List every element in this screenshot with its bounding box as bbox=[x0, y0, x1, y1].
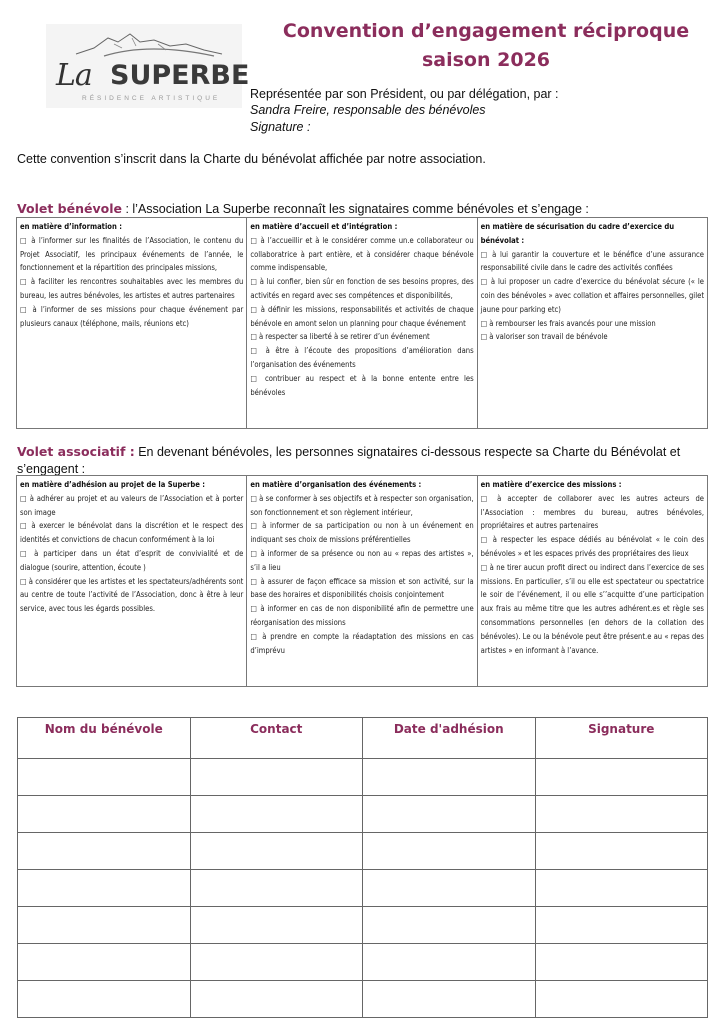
cell-date[interactable] bbox=[363, 981, 536, 1018]
checkbox-icon[interactable]: □ bbox=[20, 277, 31, 287]
engagement-column bbox=[477, 218, 707, 429]
cell-contact[interactable] bbox=[190, 796, 363, 833]
commitment-item bbox=[481, 330, 704, 344]
commitment-text: à exercer le bénévolat dans la discrétion et le respect des identités et convictions de chacun conformément à la loi bbox=[20, 521, 244, 545]
cell-signature[interactable] bbox=[535, 833, 708, 870]
commitment-text: à l’informer de ses missions pour chaque événement par plusieurs canaux (téléphone, mails, réunions etc) bbox=[20, 304, 244, 328]
commitment-text: à participer dans un état d’esprit de convivialité et de dialogue (sourire, attention, écoute ) bbox=[20, 548, 244, 572]
column-heading: en matière d’adhésion au projet de la Superbe : bbox=[20, 480, 206, 489]
commitment-item bbox=[20, 275, 243, 303]
engagement-column bbox=[247, 476, 477, 687]
column-heading: en matière d’information : bbox=[20, 222, 122, 231]
volet-benevole-label: Volet bénévole bbox=[17, 201, 122, 216]
checkbox-icon[interactable]: □ bbox=[20, 521, 32, 531]
commitment-text: à valoriser son travail de bénévole bbox=[489, 332, 608, 342]
represented-by-text: Représentée par son Président, ou par délégation, par : bbox=[250, 87, 559, 101]
mountain-icon bbox=[74, 30, 224, 60]
commitment-text: à être à l’écoute des propositions d’amélioration dans l’organisation des événements bbox=[250, 346, 474, 369]
commitment-text: à informer de sa participation ou non à un événement en indiquant ses choix de missions préférentielles bbox=[250, 521, 474, 545]
commitment-item bbox=[250, 519, 473, 547]
checkbox-icon[interactable]: □ bbox=[250, 346, 266, 356]
commitment-text: à prendre en compte la réadaptation des missions en cas d’imprévu bbox=[250, 631, 474, 655]
checkbox-icon[interactable]: □ bbox=[480, 562, 490, 572]
association-logo bbox=[46, 24, 250, 108]
commitment-item bbox=[250, 372, 473, 400]
column-header-signature: Signature bbox=[535, 718, 708, 759]
commitment-item bbox=[481, 533, 704, 561]
commitment-item bbox=[20, 575, 243, 616]
signature-row bbox=[18, 870, 708, 907]
checkbox-icon[interactable]: □ bbox=[250, 277, 260, 287]
signature-row bbox=[18, 796, 708, 833]
volet-associatif-text: En devenant bénévoles, les personnes signataires ci-dessous respecte sa Charte du Bénévolat et s’engagent : bbox=[17, 445, 681, 476]
commitment-text: à accepter de collaborer avec les autres acteurs de l’Association : membres du bureau, autres bénévoles, propriétaires et autres partenaires bbox=[480, 493, 704, 531]
checkbox-icon[interactable]: □ bbox=[20, 304, 33, 314]
commitment-item bbox=[20, 234, 243, 275]
cell-name[interactable] bbox=[18, 981, 191, 1018]
commitment-text: à lui garantir la couverture et le bénéfice d’une assurance responsabilité civile dans le cadre des activités confiées bbox=[480, 249, 705, 273]
column-header-contact: Contact bbox=[190, 718, 363, 759]
cell-signature[interactable] bbox=[535, 981, 708, 1018]
cell-date[interactable] bbox=[363, 870, 536, 907]
engagement-column bbox=[17, 218, 247, 429]
checkbox-icon[interactable]: □ bbox=[480, 318, 490, 328]
cell-name[interactable] bbox=[18, 759, 191, 796]
commitment-text: à assurer de façon efficace sa mission et son activité, sur la base des horaires et disponibilités choisis conjointement bbox=[250, 576, 474, 600]
cell-contact[interactable] bbox=[190, 907, 363, 944]
commitment-item bbox=[250, 303, 473, 331]
commitment-text: à adhérer au projet et au valeurs de l’Association et à porter son image bbox=[20, 493, 244, 517]
commitment-item bbox=[481, 561, 704, 658]
column-heading: en matière d’accueil et d’intégration : bbox=[250, 222, 398, 231]
commitment-text: à respecter les espace dédiés au bénévolat « le coin des bénévoles » et les espaces privés des propriétaires des lieux bbox=[480, 535, 705, 558]
commitment-item bbox=[20, 492, 243, 520]
commitment-text: à ne tirer aucun profit direct ou indirect dans l’exercice de ses missions. En particulier, s’il ou elle est spectateur ou spectatrice le soir de l’événement, il ou elle s’’acquitte d’une participation aux frais au même titre que les autres adhérent.es et règle ses consommations personnelles (en dehors de la collation des bénévoles). Le ou la bénévole peut être présent.e au « repas des artistes » en informant à l’avance. bbox=[480, 562, 705, 655]
logo-subtitle: RÉSIDENCE ARTISTIQUE bbox=[82, 95, 221, 102]
cell-name[interactable] bbox=[18, 796, 191, 833]
commitment-text: à lui proposer un cadre d’exercice du bénévolat sécure (« le coin des bénévoles » avec collation et affaires personnelles, gilet jaune pour parking etc) bbox=[480, 277, 704, 314]
checkbox-icon[interactable]: □ bbox=[250, 521, 263, 531]
volet-associatif-heading bbox=[17, 443, 717, 478]
commitment-text: contribuer au respect et à la bonne entente entre les bénévoles bbox=[250, 373, 474, 397]
commitment-item bbox=[250, 344, 473, 372]
checkbox-icon[interactable]: □ bbox=[480, 535, 493, 545]
commitment-item bbox=[20, 519, 243, 547]
logo-script-text: La bbox=[56, 58, 92, 93]
commitment-item bbox=[250, 492, 473, 520]
checkbox-icon[interactable]: □ bbox=[480, 493, 498, 503]
checkbox-icon[interactable]: □ bbox=[480, 332, 490, 342]
commitment-text: à définir les missions, responsabilités et activités de chaque bénévole en amont selon un planning pour chaque événement bbox=[250, 304, 474, 328]
checkbox-icon[interactable]: □ bbox=[250, 604, 261, 614]
checkbox-icon[interactable]: □ bbox=[250, 373, 265, 383]
cell-signature[interactable] bbox=[535, 944, 708, 981]
commitment-item bbox=[481, 492, 704, 533]
signature-row bbox=[18, 981, 708, 1018]
document-title: Convention d’engagement réciproque bbox=[282, 20, 690, 42]
commitment-item bbox=[250, 602, 473, 630]
signature-table bbox=[17, 717, 708, 1018]
commitment-text: à l’informer sur les finalités de l’Association, le contenu du Projet Associatif, les principaux événements de l’année, le fonctionnement et la répartition des principales missions, bbox=[20, 235, 244, 273]
volet-benevole-text: : l’Association La Superbe reconnaît les signataires comme bénévoles et s’engage : bbox=[121, 202, 589, 216]
commitment-item bbox=[20, 303, 243, 331]
commitment-item bbox=[250, 630, 473, 658]
column-heading: en matière d’organisation des événements : bbox=[250, 480, 422, 489]
commitment-item bbox=[481, 317, 704, 331]
cell-date[interactable] bbox=[363, 833, 536, 870]
document-season: saison 2026 bbox=[421, 49, 551, 71]
checkbox-icon[interactable]: □ bbox=[250, 576, 261, 586]
commitment-item bbox=[481, 248, 704, 276]
commitment-item bbox=[250, 547, 473, 575]
cell-name[interactable] bbox=[18, 944, 191, 981]
commitment-item bbox=[250, 575, 473, 603]
checkbox-icon[interactable]: □ bbox=[250, 235, 261, 245]
checkbox-icon[interactable]: □ bbox=[250, 304, 261, 314]
commitment-text: à se conformer à ses objectifs et à respecter son organisation, son fonctionnement et son règlement intérieur, bbox=[250, 493, 474, 517]
engagement-column bbox=[247, 218, 477, 429]
signature-label: Signature : bbox=[250, 120, 311, 134]
volet-associatif-label: Volet associatif : bbox=[17, 444, 135, 459]
commitment-text: à informer de sa présence ou non au « repas des artistes », s’il a lieu bbox=[250, 548, 474, 572]
commitment-text: à respecter sa liberté à se retirer d’un événement bbox=[258, 332, 430, 342]
volet-associatif-table bbox=[16, 475, 708, 687]
cell-signature[interactable] bbox=[535, 870, 708, 907]
commitment-item bbox=[20, 547, 243, 575]
checkbox-icon[interactable]: □ bbox=[250, 493, 260, 503]
checkbox-icon[interactable]: □ bbox=[480, 249, 493, 259]
checkbox-icon[interactable]: □ bbox=[250, 631, 263, 641]
column-header-date: Date d'adhésion bbox=[363, 718, 536, 759]
logo-brand-text: SUPERBE bbox=[110, 60, 250, 91]
intro-text: Cette convention s’inscrit dans la Charte du bénévolat affichée par notre association. bbox=[17, 152, 486, 166]
commitment-text: à lui confier, bien sûr en fonction de ses besoins propres, des activités en regard avec ses compétences et disponibilités, bbox=[250, 277, 474, 300]
checkbox-icon[interactable]: □ bbox=[250, 332, 259, 342]
commitment-text: à l’accueillir et à le considérer comme un.e collaborateur ou collaboratrice à part entière, et à considérer chaque bénévole comme indispensable, bbox=[250, 235, 474, 273]
engagement-column bbox=[17, 476, 247, 687]
commitment-item bbox=[250, 234, 473, 275]
cell-contact[interactable] bbox=[190, 981, 363, 1018]
volet-benevole-table bbox=[16, 217, 708, 429]
commitment-text: à faciliter les rencontres souhaitables avec les membres du bureau, les autres bénévoles, les artistes et autres partenaires bbox=[20, 277, 244, 300]
delegate-name: Sandra Freire, responsable des bénévoles bbox=[250, 103, 486, 117]
checkbox-icon[interactable]: □ bbox=[20, 548, 35, 558]
cell-date[interactable] bbox=[363, 759, 536, 796]
checkbox-icon[interactable]: □ bbox=[20, 493, 30, 503]
cell-date[interactable] bbox=[363, 907, 536, 944]
cell-signature[interactable] bbox=[535, 796, 708, 833]
cell-date[interactable] bbox=[363, 796, 536, 833]
commitment-text: à rembourser les frais avancés pour une mission bbox=[489, 318, 656, 328]
column-heading: en matière de sécurisation du cadre d’exercice du bénévolat : bbox=[480, 222, 675, 245]
commitment-item bbox=[250, 275, 473, 303]
column-heading: en matière d’exercice des missions : bbox=[480, 480, 622, 489]
commitment-text: à considérer que les artistes et les spectateurs/adhérents sont au centre de toute l’activité de l’Association, donc à être à leur service, avec tous les égards possibles. bbox=[20, 576, 244, 614]
commitment-text: à informer en cas de non disponibilité afin de permettre une réorganisation des missions bbox=[250, 604, 474, 627]
commitment-item bbox=[250, 330, 473, 344]
signature-row bbox=[18, 833, 708, 870]
engagement-column bbox=[477, 476, 707, 687]
cell-contact[interactable] bbox=[190, 944, 363, 981]
cell-signature[interactable] bbox=[535, 907, 708, 944]
checkbox-icon[interactable]: □ bbox=[20, 235, 32, 245]
cell-name[interactable] bbox=[18, 833, 191, 870]
signature-row bbox=[18, 944, 708, 981]
commitment-item bbox=[481, 275, 704, 316]
checkbox-icon[interactable]: □ bbox=[20, 576, 29, 586]
cell-contact[interactable] bbox=[190, 759, 363, 796]
cell-name[interactable] bbox=[18, 907, 191, 944]
cell-contact[interactable] bbox=[190, 833, 363, 870]
cell-contact[interactable] bbox=[190, 870, 363, 907]
cell-signature[interactable] bbox=[535, 759, 708, 796]
checkbox-icon[interactable]: □ bbox=[250, 548, 261, 558]
signature-table-header bbox=[18, 718, 708, 759]
volet-benevole-heading bbox=[17, 200, 717, 218]
signature-row bbox=[18, 759, 708, 796]
cell-name[interactable] bbox=[18, 870, 191, 907]
cell-date[interactable] bbox=[363, 944, 536, 981]
signature-row bbox=[18, 907, 708, 944]
column-header-name: Nom du bénévole bbox=[18, 718, 191, 759]
checkbox-icon[interactable]: □ bbox=[480, 277, 491, 287]
